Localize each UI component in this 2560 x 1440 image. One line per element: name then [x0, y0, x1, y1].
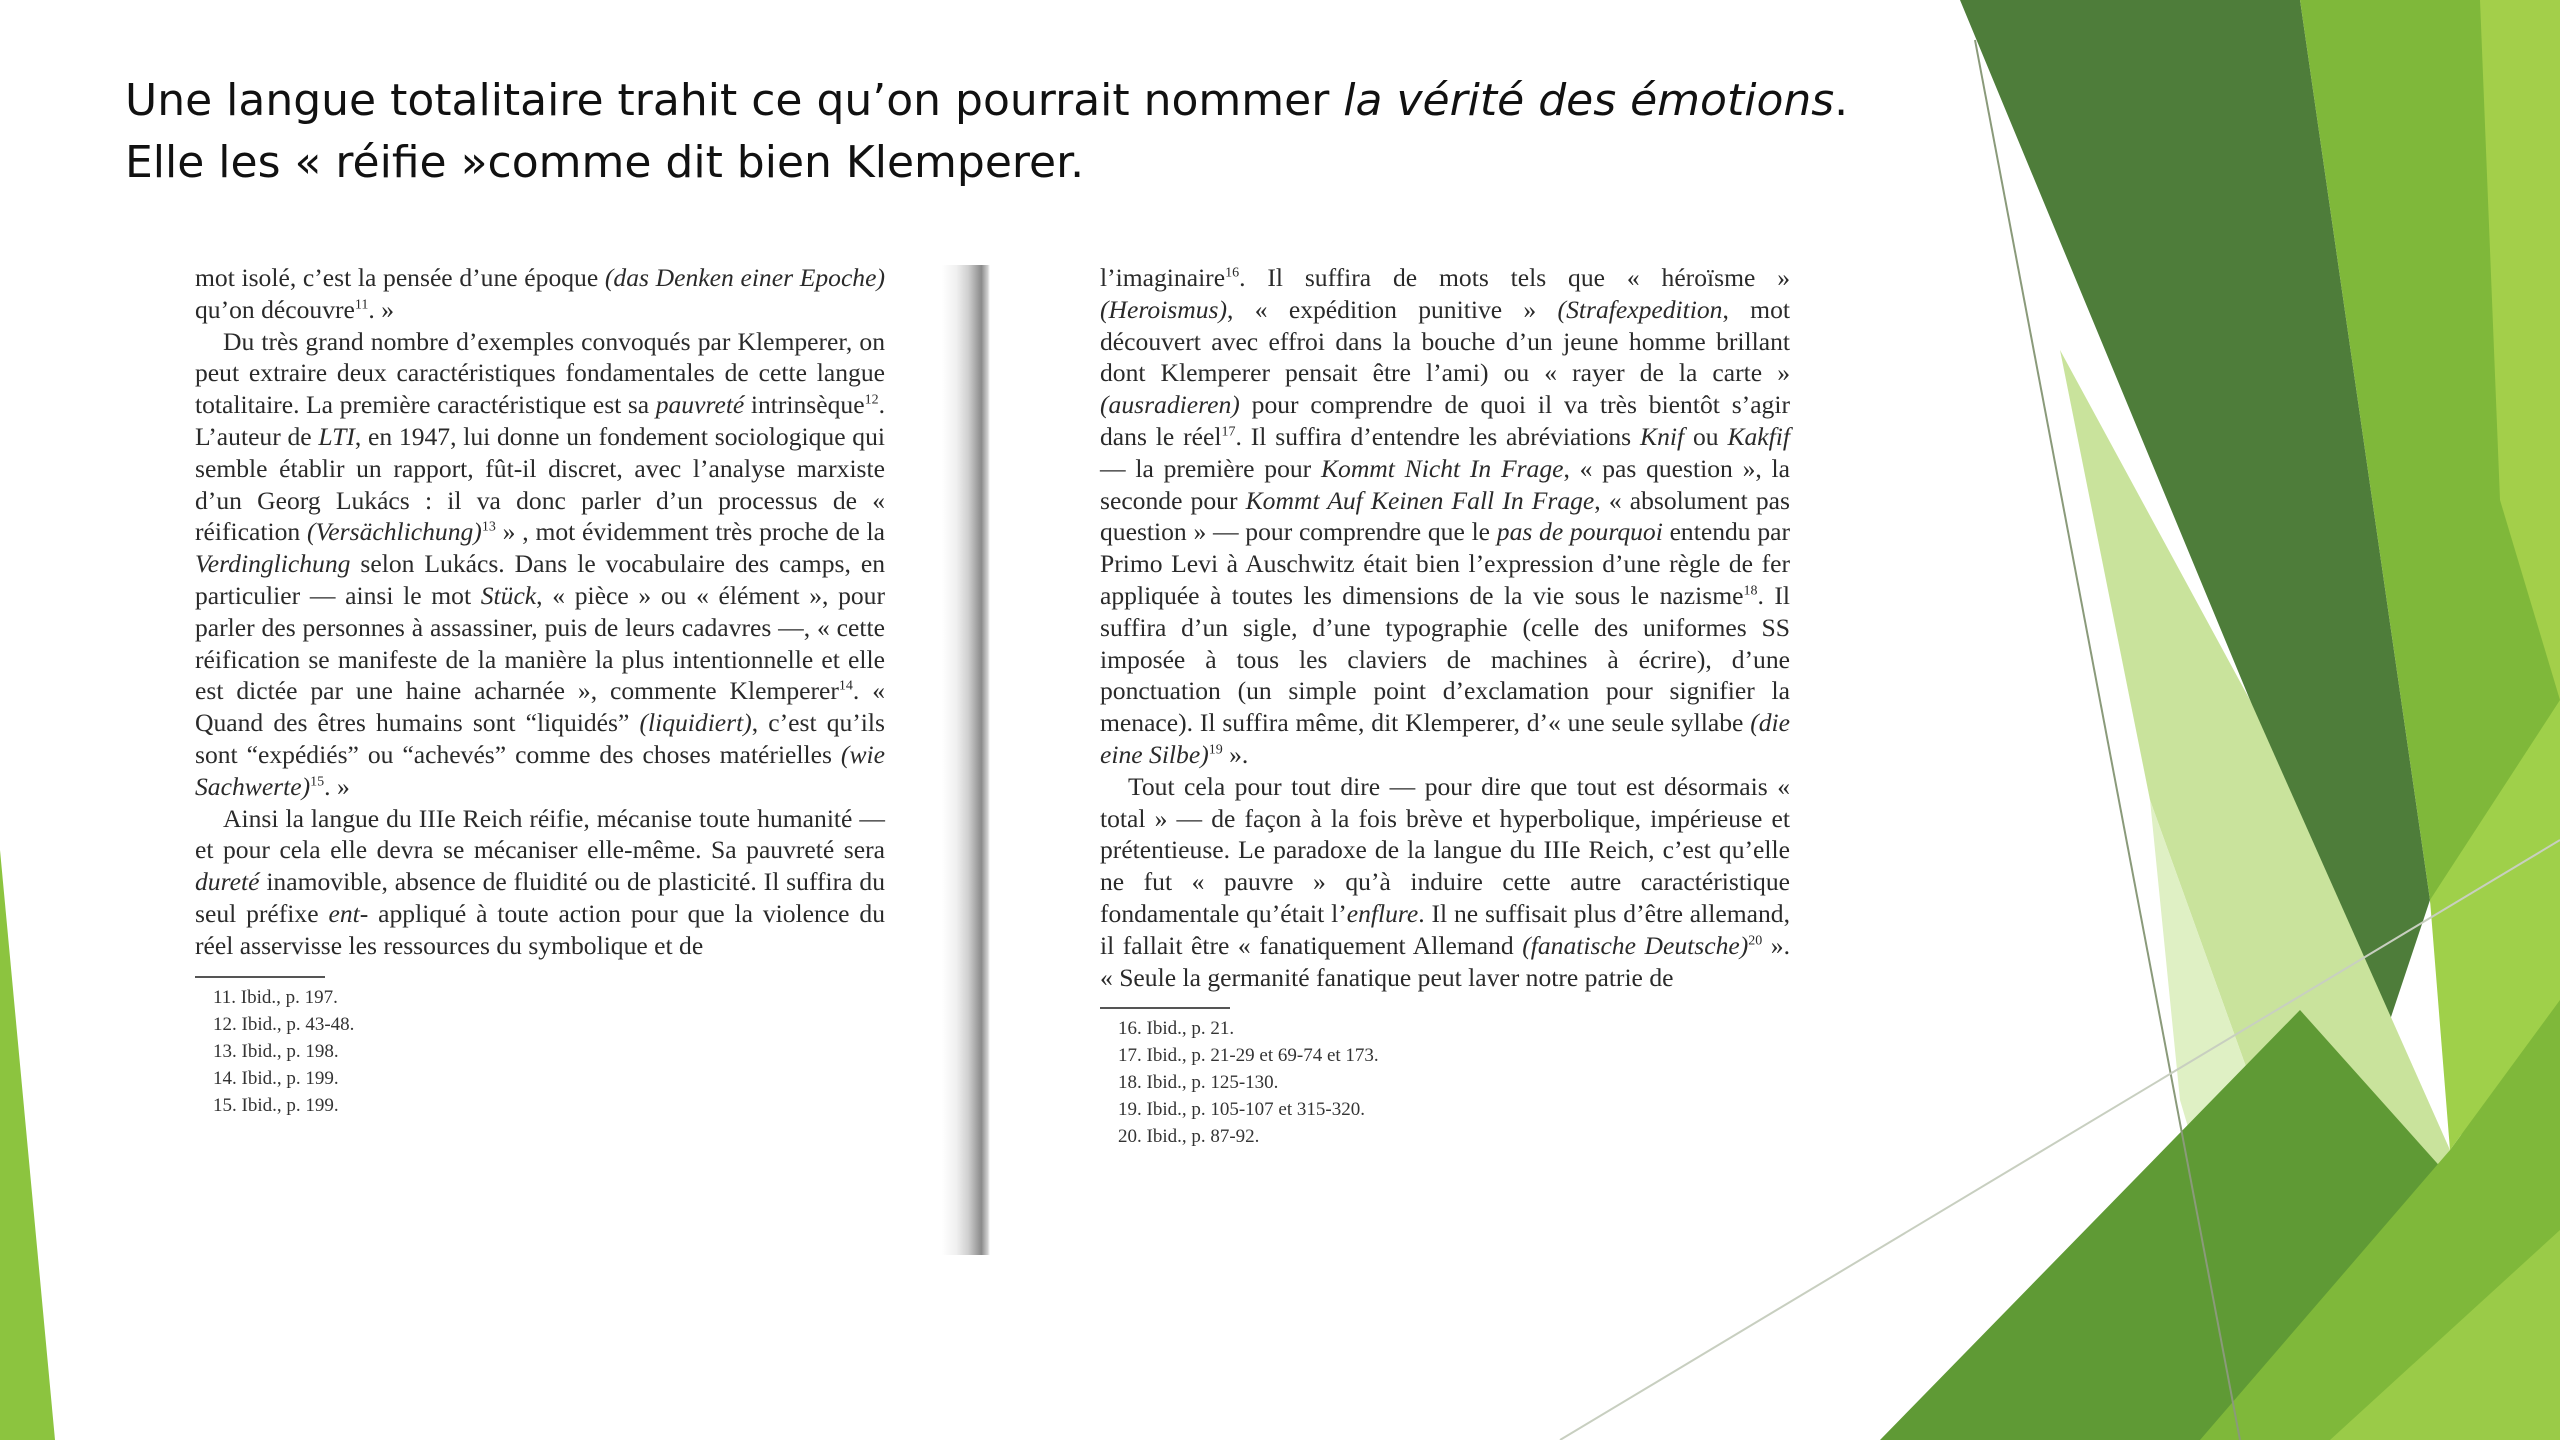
right-footnotes [1100, 1015, 1790, 1150]
footnote: 19. Ibid., p. 105-107 et 315-320. [1118, 1099, 1365, 1121]
footnote-rule [195, 976, 325, 978]
left-footnotes [195, 984, 885, 1119]
book-gutter-shadow [942, 265, 990, 1255]
footnote: 15. Ibid., p. 199. [213, 1094, 339, 1116]
book-page-left [195, 262, 885, 1119]
right-paragraph-2: Tout cela pour tout dire — pour dire que tout est désormais « total » — de façon à la fois brève et hyperbolique, impérieuse et prétentieuse. Le paradoxe de la langue du IIIe Reich, c’est qu’elle ne fut « pauvre » qu’à induire cette autre caractéristique fondamentale qu’était l’enflure. Il ne suffisait plus d’être allemand, il fallait être « fanatiquement Allemand (fanatische Deutsche)$^{20}$ ». « Seule la germanité fanatique peut laver notre patrie de [1100, 771, 1791, 992]
right-paragraph-1: l’imaginaire$^{16}$. Il suffira de mots tels que « héroïsme » (Heroismus), « expédition punitive » (Strafexpedition, mot découvert avec effroi dans la bouche d’un jeune homme brillant dont Klemperer pensait être l’ami) ou « rayer de la carte » (ausradieren) pour comprendre de quoi il va très bientôt s’agir dans le réel$^{17}$. Il suffira d’entendre les abréviations Knif ou Kakfif — la première pour Kommt Nicht In Frage, « pas question », la seconde pour Kommt Auf Keinen Fall In Frage, « absolument pas question » — pour comprendre que le pas de pourquoi entendu par Primo Levi à Auschwitz était bien l’expression d’une règle de fer appliquée à toutes les dimensions de la vie sous le nazisme$^{18}$. Il suffira d’un sigle, d’une typographie (celle des uniformes SS imposée à tous les claviers de machines à écrire), d’une ponctuation (un simple point d’exclamation pour signifier la menace). Il suffira même, dit Klemperer, d’« une seule syllabe (die eine Silbe)$^{19}$ ». [1100, 263, 1790, 769]
title-line-2: Elle les « réifie »comme dit bien Klemperer. [125, 137, 1085, 188]
footnote: 12. Ibid., p. 43-48. [213, 1013, 355, 1035]
footnote: 20. Ibid., p. 87-92. [1118, 1126, 1260, 1148]
book-page-right [1100, 262, 1790, 1150]
left-paragraph-2: Du très grand nombre d’exemples convoqués par Klemperer, on peut extraire deux caractéristiques fondamentales de cette langue totalitaire. La première caractéristique est sa pauvreté intrinsèque$^{12}$. L’auteur de LTI, en 1947, lui donne un fondement sociologique qui semble établir un rapport, fût-il discret, avec l’analyse marxiste d’un Georg Lukács : il va donc parler d’un processus de « réification (Versächlichung)$^{13}$ » , mot évidemment très proche de la Verdinglichung selon Lukács. Dans le vocabulaire des camps, en particulier — ainsi le mot Stück, « pièce » ou « élément », pour parler des personnes à assassiner, puis de leurs cadavres —, « cette réification se manifeste de la manière la plus intentionnelle et elle est dictée par une haine acharnée », commente Klemperer$^{14}$. « Quand des êtres humains sont “liquidés” (liquidiert), c’est qu’ils sont “expédiés” ou “achevés” comme des choses matérielles (wie Sachwerte)$^{15}$. » [195, 326, 886, 801]
title-emphasis: la vérité des émotions [1343, 75, 1835, 126]
footnote: 14. Ibid., p. 199. [213, 1067, 339, 1089]
footnote: 16. Ibid., p. 21. [1118, 1018, 1235, 1040]
footnote: 17. Ibid., p. 21-29 et 69-74 et 173. [1118, 1045, 1379, 1067]
footnote: 18. Ibid., p. 125-130. [1118, 1072, 1279, 1094]
title-line-1: Une langue totalitaire trahit ce qu’on pourrait nommer la vérité des émotions. [125, 75, 1849, 126]
left-paragraph-3: Ainsi la langue du IIIe Reich réifie, mécanise toute humanité — et pour cela elle devra se mécaniser elle-même. Sa pauvreté sera dureté inamovible, absence de fluidité ou de plasticité. Il suffira du seul préfixe ent- appliqué à toute action pour que la violence du réel asservisse les ressources du symbolique et de [195, 803, 885, 960]
footnote: 13. Ibid., p. 198. [213, 1040, 339, 1062]
footnote: 11. Ibid., p. 197. [213, 986, 338, 1008]
footnote-rule [1100, 1007, 1230, 1009]
slide-title [125, 70, 1925, 194]
left-paragraph-1: mot isolé, c’est la pensée d’une époque (das Denken einer Epoche) qu’on découvre$^{11}$. » [195, 263, 885, 324]
facet-left-light [0, 850, 55, 1440]
